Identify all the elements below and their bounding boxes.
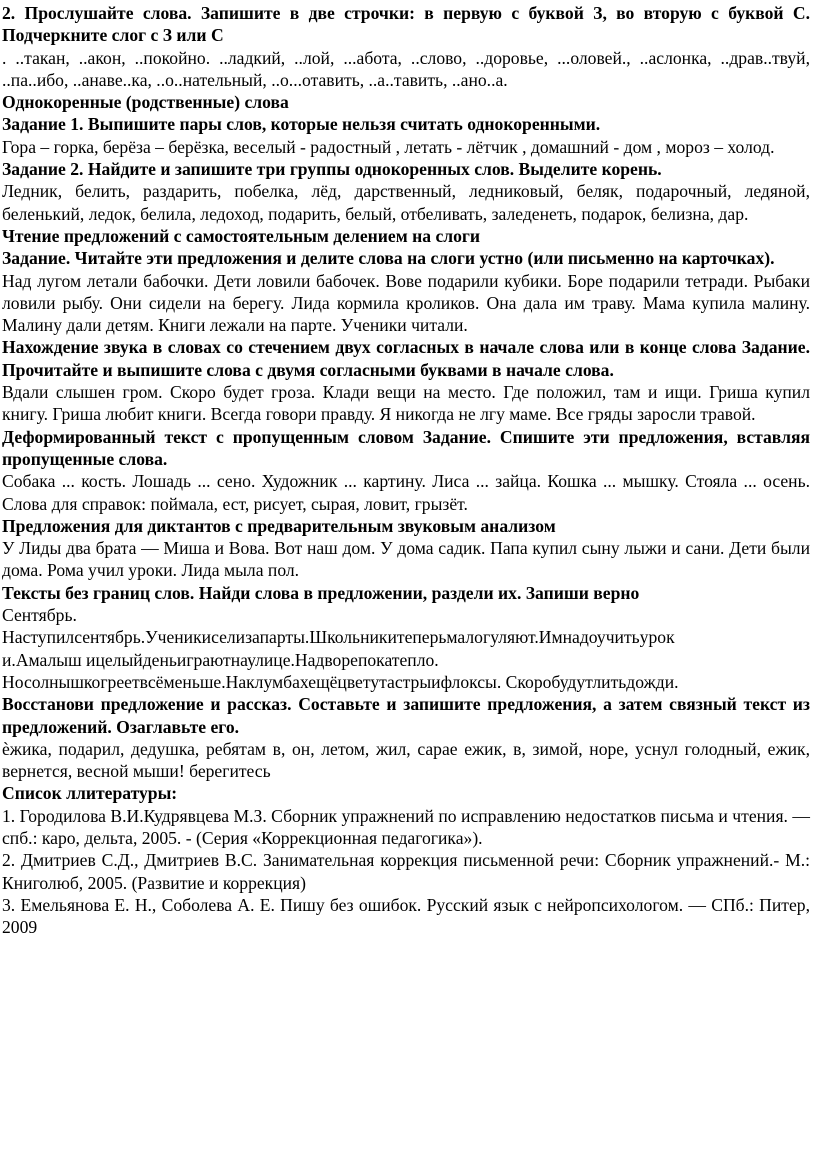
section-1-body: . ..такан, ..акон, ..покойно. ..ладкий, ..лой, ...абота, ..слово, ..доровье, ...оловей., ..аслонка, ..драв..твуй, ..па..ибо, ..анаве..ка, ..о..нательный, ..о...отавить, ..а..тавить, ..ано..а. <box>2 47 810 90</box>
reference-item: 3. Емельянова Е. Н., Соболева А. Е. Пишу без ошибок. Русский язык с нейропсихологом. — СПб.: Питер, 2009 <box>2 894 810 938</box>
section-4-title: Чтение предложений с самостоятельным делением на слоги <box>2 225 481 246</box>
section-3-task: Задание 2. Найдите и запишите три группы однокоренных слов. Выделите корень. <box>2 159 662 180</box>
section-7-body: У Лиды два брата — Миша и Вова. Вот наш дом. У дома садик. Папа купил сыну лыжи и сани. Дети были дома. Рома учил уроки. Лида мыла пол. <box>2 538 810 581</box>
section-2-title: Однокоренные (родственные) слова <box>2 92 289 113</box>
reference-item: 2. Дмитриев С.Д., Дмитриев В.С. Занимательная коррекция письменной речи: Сборник упражнений.- М.: Книголюб, 2005. (Развитие и коррекция) <box>2 850 810 893</box>
section-6-body: Собака ... кость. Лошадь ... сено. Художник ... картину. Лиса ... зайца. Кошка ... мышку. Стояла ... осень. Слова для справок: поймала, ест, рисует, сырая, ловит, грызёт. <box>2 471 810 514</box>
section-9-title: Восстанови предложение и рассказ. Составьте и запишите предложения, а затем связный текст из предложений. Озаглавьте его. <box>2 694 810 737</box>
section-6-title: Деформированный текст с пропущенным словом Задание. Спишите эти предложения, вставляя пропущенные слова. <box>2 426 810 469</box>
section-8-line: Сентябрь. <box>2 605 77 626</box>
section-8-line: Наступилсентябрь.Ученикиселизапарты.Школьникитеперьмалогуляют.Имнадоучитьурок <box>2 627 675 648</box>
section-8-line: Носолнышкогреетвсёменьше.Наклумбахещёцветутастрыифлоксы. Скоробудутлитьдожди. <box>2 671 679 692</box>
references-title: Список ллитературы: <box>2 783 178 804</box>
section-5-body: Вдали слышен гром. Скоро будет гроза. Клади вещи на место. Где положил, там и ищи. Гриша купил книгу. Гриша любит книги. Всегда говори правду. Я никогда не лгу маме. Все гряды заросли травой. <box>2 382 810 425</box>
reference-item: 1. Городилова В.И.Кудрявцева М.З. Сборник упражнений по исправлению недостатков письма и чтения. — спб.: каро, дельта, 2005. - (Серия «Коррекционная педагогика»). <box>2 805 810 848</box>
section-8-line: и.Амалыш ицелыйденьиграютнаулице.Надворепокатепло. <box>2 649 439 670</box>
section-2-body: Гора – горка, берёза – берёзка, веселый - радостный , летать - лётчик , домашний - дом , мороз – холод. <box>2 136 775 157</box>
section-3-body: Ледник, белить, раздарить, побелка, лёд, дарственный, ледниковый, беляк, подарочный, ледяной, беленький, ледок, белила, ледоход, подарить, белый, отбеливать, заледенеть, подарок, белизна, дар. <box>2 181 810 224</box>
section-2-task: Задание 1. Выпишите пары слов, которые нельзя считать однокоренными. <box>2 114 601 135</box>
section-4-body: Над лугом летали бабочки. Дети ловили бабочек. Вове подарили кубики. Боре подарили тетради. Рыбаки ловили рыбу. Они сидели на берегу. Лида кормила кроликов. Она дала им траву. Мама купила малину. Малину дали детям. Книги лежали на парте. Ученики читали. <box>2 270 810 336</box>
section-5-title: Нахождение звука в словах со стечением двух согласных в начале слова или в конце слова Задание. Прочитайте и выпишите слова с двумя согласными буквами в начале слова. <box>2 337 810 380</box>
section-1-heading: 2. Прослушайте слова. Запишите в две строчки: в первую с буквой З, во вторую с буквой С. Подчеркните слог с З или С <box>2 3 810 46</box>
section-4-task: Задание. Читайте эти предложения и делите слова на слоги устно (или письменно на карточках). <box>2 248 775 269</box>
section-7-title: Предложения для диктантов с предварительным звуковым анализом <box>2 515 556 536</box>
section-8-title: Тексты без границ слов. Найди слова в предложении, раздели их. Запиши верно <box>2 582 640 603</box>
section-9-body: ѐжика, подарил, дедушка, ребятам в, он, летом, жил, сарае ежик, в, зимой, норе, уснул голодный, ежик, вернется, весной мыши! берегитесь <box>2 738 810 782</box>
